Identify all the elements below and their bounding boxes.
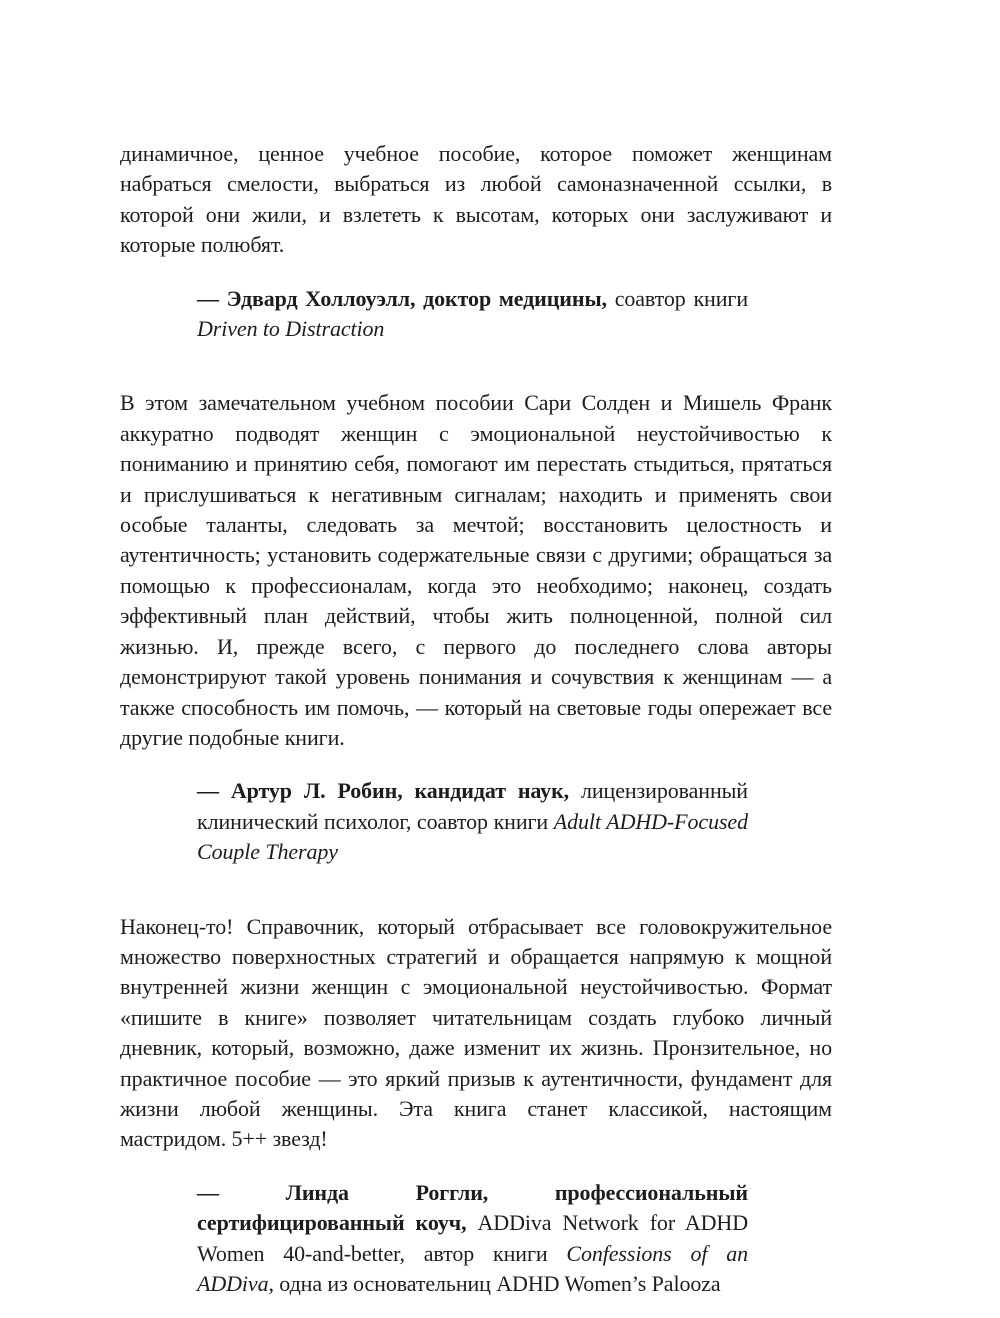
attribution-role: лицензированный клинический психолог, соавтор книги — [197, 778, 748, 834]
attribution-author: — Эдвард Холлоуэлл, доктор медицины, — [197, 285, 607, 311]
review-block-2 — [120, 388, 832, 867]
review-attribution — [197, 776, 748, 867]
review-block-3 — [120, 912, 832, 1300]
attribution-role: соавтор книги — [606, 285, 749, 311]
attribution-suffix: , одна из основательниц ADHD Women’s Palooza — [268, 1271, 721, 1296]
attribution-book-title: Driven to Distraction — [197, 316, 385, 342]
review-attribution — [197, 284, 748, 345]
review-text: динамичное, ценное учебное пособие, которое поможет женщинам набраться смелости, выбраться из любой самоназначенной ссылки, в которой они жили, и взлететь к высотам, которых они заслуживают и которые полюбят. — [120, 141, 832, 258]
attribution-author: — Артур Л. Робин, кандидат наук, — [197, 778, 570, 804]
attribution-role: ADDiva Network for ADHD Women 40-and-better, автор книги — [197, 1210, 748, 1266]
review-text: В этом замечательном учебном пособии Сари Солден и Мишель Франк аккуратно подводят женщин с эмоциональной неустойчивостью к пониманию и принятию себя, помогают им перестать стыдиться, прятаться и прислушиваться к негативным сигналам; находить и применять свои особые таланты, следовать за мечтой; восстановить целостность и аутентичность; установить содержательные связи с другими; обращаться за помощью к профессионалам, когда это необходимо; наконец, создать эффективный план действий, чтобы жить полноценной, полной сил жизнью. И, прежде всего, с первого до последнего слова авторы демонстрируют такой уровень понимания и сочувствия к женщинам — а также способность им помочь, — который на световые годы опережает все другие подобные книги. — [120, 390, 832, 750]
attribution-book-title: Confessions of an ADDiva — [197, 1240, 748, 1296]
attribution-book-title: Adult ADHD-Focused Couple Therapy — [197, 808, 748, 865]
review-text: Наконец-то! Справочник, который отбрасывает все головокружительное множество поверхностных стратегий и обращается напрямую к мощной внутренней жизни женщин с эмоциональной неустойчивостью. Формат «пишите в книге» позволяет читательницам создать глубоко личный дневник, который, возможно, даже изменит их жизнь. Пронзительное, но практичное пособие — это яркий призыв к аутентичности, фундамент для жизни любой женщины. Эта книга станет классикой, настоящим мастридом. 5++ звезд! — [120, 913, 832, 1152]
review-block-1 — [120, 139, 832, 344]
attribution-author: — Линда Роггли, профессиональный сертифицированный коуч, — [197, 1179, 748, 1236]
review-attribution — [197, 1178, 748, 1300]
